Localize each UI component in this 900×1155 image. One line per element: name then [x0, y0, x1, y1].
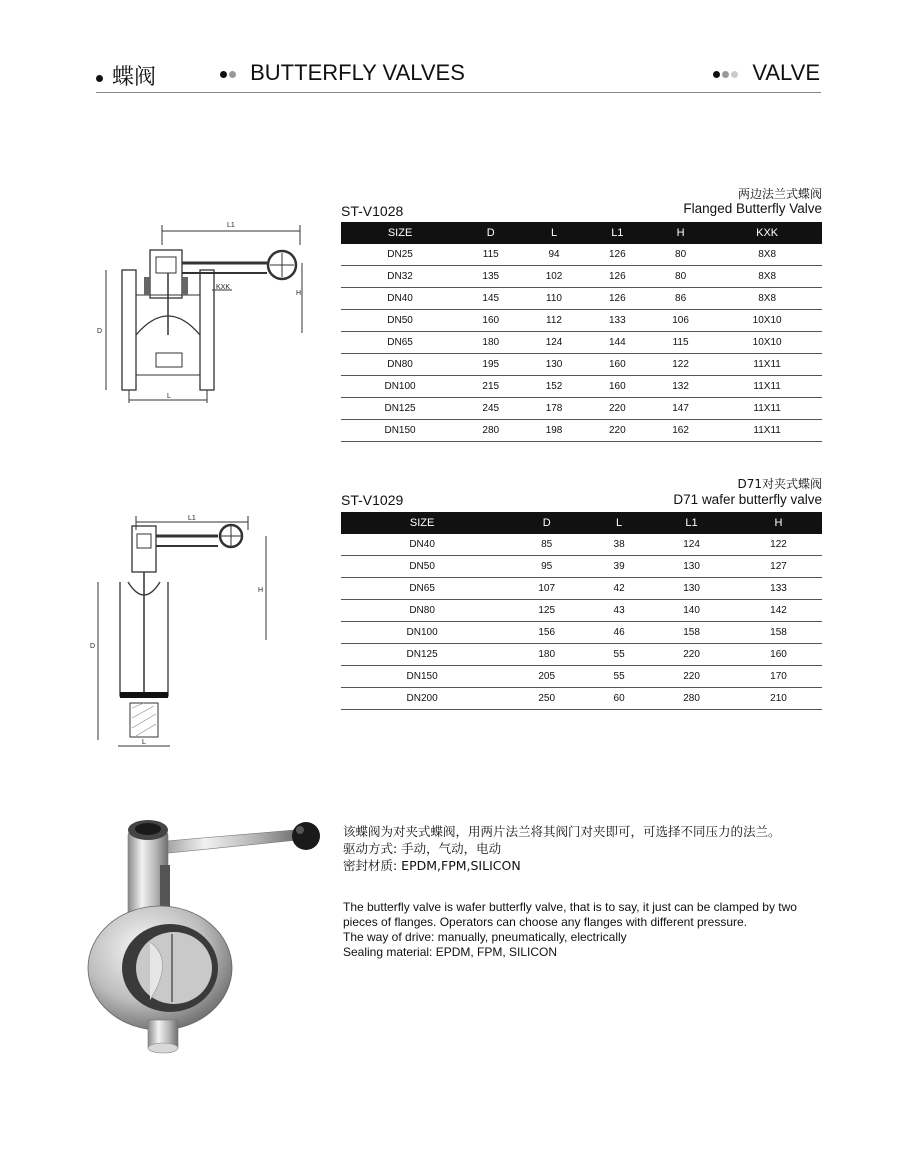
- table-cell: 160: [586, 376, 649, 398]
- bullet-dot-icon: [713, 71, 720, 78]
- table-cell: 11X11: [712, 354, 822, 376]
- bullet-dot-icon: [731, 71, 738, 78]
- bullet-dot-icon: [96, 75, 103, 82]
- table-row: [341, 420, 822, 442]
- table-cell: 39: [590, 556, 648, 578]
- table-cell: 102: [522, 266, 585, 288]
- bullet-dot-icon: [229, 71, 236, 78]
- table-cell: 147: [649, 398, 712, 420]
- flanged-valve-drawing: [92, 215, 322, 405]
- header-section: [713, 60, 820, 86]
- size-cell: DN200: [341, 688, 503, 710]
- table-cell: 130: [648, 556, 735, 578]
- table-cell: 127: [735, 556, 822, 578]
- size-cell: DN32: [341, 266, 459, 288]
- column-header: SIZE: [341, 512, 503, 534]
- dim-h-label: H: [296, 290, 302, 297]
- header-category-label: 蝶阀: [112, 65, 157, 90]
- table-row: [341, 332, 822, 354]
- table-cell: 220: [586, 398, 649, 420]
- dim-l1-label: L1: [227, 222, 235, 229]
- size-cell: DN150: [341, 420, 459, 442]
- size-cell: DN50: [341, 556, 503, 578]
- table-cell: 145: [459, 288, 522, 310]
- description-cn-line: 密封材质: EPDM,FPM,SILICON: [343, 858, 521, 873]
- table-cell: 86: [649, 288, 712, 310]
- table-header-row: [341, 222, 822, 244]
- product1-name-cn: 两边法兰式蝶阀: [737, 187, 822, 201]
- table-cell: 112: [522, 310, 585, 332]
- table-cell: 11X11: [712, 376, 822, 398]
- table-cell: 195: [459, 354, 522, 376]
- table-cell: 205: [503, 666, 590, 688]
- table-cell: 43: [590, 600, 648, 622]
- table-cell: 126: [586, 266, 649, 288]
- product1-spec-table: [341, 222, 822, 442]
- description-en-line: The way of drive: manually, pneumatically, electrically: [343, 930, 627, 944]
- table-row: [341, 600, 822, 622]
- dim-h-label: H: [258, 587, 264, 594]
- table-cell: 162: [649, 420, 712, 442]
- size-cell: DN100: [341, 376, 459, 398]
- table-cell: 140: [648, 600, 735, 622]
- size-cell: DN25: [341, 244, 459, 266]
- table-cell: 124: [648, 534, 735, 556]
- table-cell: 132: [649, 376, 712, 398]
- table-cell: 8X8: [712, 244, 822, 266]
- product2-name-en: D71 wafer butterfly valve: [673, 492, 822, 507]
- table-cell: 180: [503, 644, 590, 666]
- bullet-dot-icon: [722, 71, 729, 78]
- table-cell: 142: [735, 600, 822, 622]
- table-row: [341, 354, 822, 376]
- table-cell: 115: [649, 332, 712, 354]
- size-cell: DN65: [341, 332, 459, 354]
- size-cell: DN125: [341, 398, 459, 420]
- product1-name-en: Flanged Butterfly Valve: [683, 201, 822, 216]
- table-cell: 160: [459, 310, 522, 332]
- table-cell: 220: [586, 420, 649, 442]
- dim-d-label: D: [97, 328, 103, 335]
- size-cell: DN100: [341, 622, 503, 644]
- table-cell: 133: [586, 310, 649, 332]
- table-cell: 46: [590, 622, 648, 644]
- table-cell: 126: [586, 244, 649, 266]
- table-header-row: [341, 512, 822, 534]
- size-cell: DN80: [341, 354, 459, 376]
- column-header: L1: [586, 222, 649, 244]
- table-cell: 55: [590, 644, 648, 666]
- header-divider: [96, 92, 821, 93]
- description-cn-line: 该蝶阀为对夹式蝶阀，用两片法兰将其阀门对夹即可，可选择不同压力的法兰。: [343, 824, 781, 839]
- column-header: KXK: [712, 222, 822, 244]
- description-en-line: Sealing material: EPDM, FPM, SILICON: [343, 945, 558, 959]
- table-cell: 122: [735, 534, 822, 556]
- table-cell: 144: [586, 332, 649, 354]
- table-row: [341, 376, 822, 398]
- table-cell: 8X8: [712, 266, 822, 288]
- header-section-label: VALVE: [752, 60, 820, 85]
- dim-l1-label: L1: [188, 515, 196, 522]
- table-cell: 170: [735, 666, 822, 688]
- table-cell: 8X8: [712, 288, 822, 310]
- product2-name-cn: D71对夹式蝶阀: [737, 477, 822, 491]
- size-cell: DN80: [341, 600, 503, 622]
- table-cell: 130: [522, 354, 585, 376]
- wafer-valve-drawing: [88, 508, 288, 753]
- table-cell: 80: [649, 244, 712, 266]
- table-row: [341, 534, 822, 556]
- table-cell: 110: [522, 288, 585, 310]
- table-cell: 130: [648, 578, 735, 600]
- column-header: SIZE: [341, 222, 459, 244]
- dim-l-label: L: [142, 739, 146, 746]
- table-cell: 220: [648, 666, 735, 688]
- description-cn: [343, 823, 825, 874]
- size-cell: DN65: [341, 578, 503, 600]
- table-cell: 124: [522, 332, 585, 354]
- table-row: [341, 310, 822, 332]
- table-cell: 94: [522, 244, 585, 266]
- product2-model: ST-V1029: [341, 492, 404, 508]
- table-cell: 95: [503, 556, 590, 578]
- table-row: [341, 556, 822, 578]
- table-cell: 107: [503, 578, 590, 600]
- table-cell: 220: [648, 644, 735, 666]
- table-cell: 215: [459, 376, 522, 398]
- table-cell: 160: [735, 644, 822, 666]
- column-header: L1: [648, 512, 735, 534]
- table-cell: 198: [522, 420, 585, 442]
- size-cell: DN40: [341, 534, 503, 556]
- column-header: H: [649, 222, 712, 244]
- table-cell: 42: [590, 578, 648, 600]
- table-cell: 133: [735, 578, 822, 600]
- table-cell: 126: [586, 288, 649, 310]
- table-cell: 245: [459, 398, 522, 420]
- table-row: [341, 244, 822, 266]
- table-cell: 60: [590, 688, 648, 710]
- table-cell: 152: [522, 376, 585, 398]
- table-cell: 280: [459, 420, 522, 442]
- bullet-dot-icon: [220, 71, 227, 78]
- size-cell: DN125: [341, 644, 503, 666]
- table-cell: 125: [503, 600, 590, 622]
- header-title-label: BUTTERFLY VALVES: [250, 60, 465, 85]
- table-row: [341, 688, 822, 710]
- size-cell: DN50: [341, 310, 459, 332]
- table-cell: 106: [649, 310, 712, 332]
- table-cell: 122: [649, 354, 712, 376]
- dim-l-label: L: [167, 393, 171, 400]
- table-row: [341, 288, 822, 310]
- table-cell: 158: [648, 622, 735, 644]
- column-header: L: [522, 222, 585, 244]
- table-cell: 11X11: [712, 398, 822, 420]
- dim-kxk-label: KXK: [216, 284, 231, 291]
- table-cell: 156: [503, 622, 590, 644]
- table-cell: 80: [649, 266, 712, 288]
- table-cell: 180: [459, 332, 522, 354]
- description-en-line: The butterfly valve is wafer butterfly valve, that is to say, it just can be clamped by two pieces of flanges. Operators can choose any flanges with different pressure.: [343, 900, 797, 929]
- column-header: H: [735, 512, 822, 534]
- butterfly-valve-photo: [80, 810, 330, 1055]
- dim-d-label: D: [90, 643, 96, 650]
- table-cell: 55: [590, 666, 648, 688]
- table-cell: 10X10: [712, 332, 822, 354]
- table-cell: 38: [590, 534, 648, 556]
- description-en: [343, 900, 825, 960]
- column-header: L: [590, 512, 648, 534]
- table-row: [341, 644, 822, 666]
- table-cell: 11X11: [712, 420, 822, 442]
- table-row: [341, 578, 822, 600]
- size-cell: DN150: [341, 666, 503, 688]
- table-cell: 158: [735, 622, 822, 644]
- table-cell: 210: [735, 688, 822, 710]
- column-header: D: [503, 512, 590, 534]
- column-header: D: [459, 222, 522, 244]
- size-cell: DN40: [341, 288, 459, 310]
- table-cell: 280: [648, 688, 735, 710]
- header-title: [220, 60, 465, 86]
- description-cn-line: 驱动方式: 手动，气动，电动: [343, 841, 502, 856]
- table-row: [341, 398, 822, 420]
- table-cell: 178: [522, 398, 585, 420]
- table-cell: 160: [586, 354, 649, 376]
- table-cell: 85: [503, 534, 590, 556]
- table-row: [341, 266, 822, 288]
- table-row: [341, 666, 822, 688]
- table-cell: 135: [459, 266, 522, 288]
- header-category: [96, 60, 156, 91]
- product1-model: ST-V1028: [341, 203, 404, 219]
- table-cell: 115: [459, 244, 522, 266]
- table-cell: 10X10: [712, 310, 822, 332]
- table-cell: 250: [503, 688, 590, 710]
- product2-spec-table: [341, 512, 822, 710]
- table-row: [341, 622, 822, 644]
